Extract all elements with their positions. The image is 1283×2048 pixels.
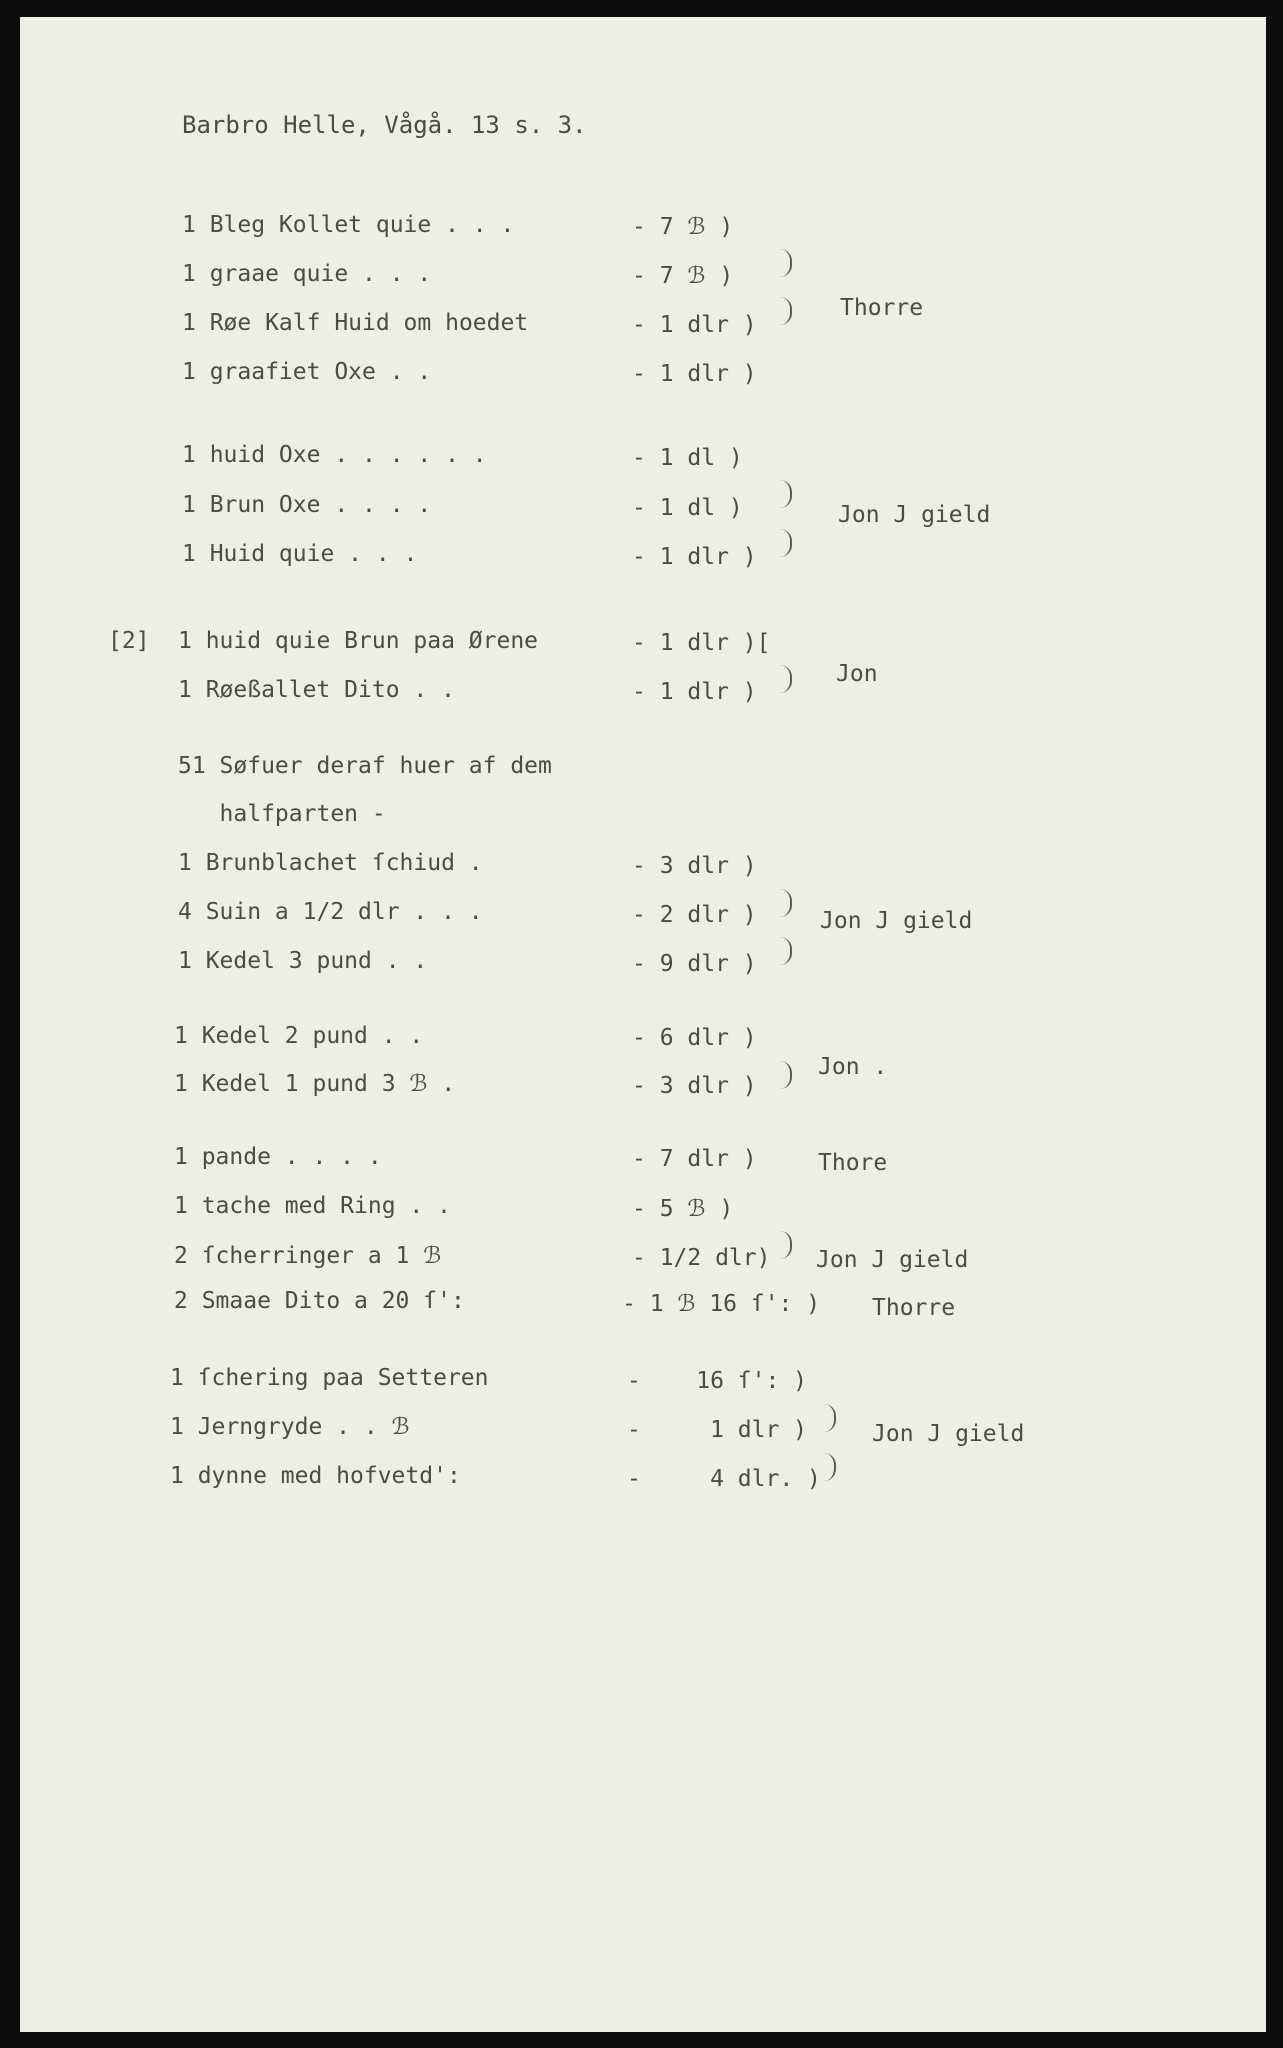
item-amount: - 1 dlr ) (632, 544, 757, 570)
item-description: halfparten - (178, 801, 386, 827)
item-amount: - 6 dlr ) (632, 1025, 757, 1051)
recipient-name: Thorre (840, 295, 924, 321)
item-description: 1 pande . . . . (174, 1144, 382, 1170)
recipient-name: Jon J gield (872, 1421, 1025, 1447)
item-amount: - 1 dl ) (632, 445, 743, 471)
item-description: 2 ſcherringer a 1 ℬ (174, 1243, 442, 1269)
item-description: 1 ſchering paa Setteren (170, 1365, 489, 1391)
document-page (20, 17, 1266, 2032)
bracket-connector (776, 665, 792, 693)
item-description: 1 Huid quie . . . (182, 541, 418, 567)
item-description: 2 Smaae Dito a 20 ſ': (174, 1288, 465, 1314)
item-amount: - 7 ℬ ) (632, 263, 734, 289)
item-description: 1 Kedel 1 pund 3 ℬ . (174, 1071, 456, 1097)
item-description: 1 Kedel 3 pund . . (178, 948, 428, 974)
recipient-name: Jon (836, 661, 878, 687)
item-description: 1 graafiet Oxe . . (182, 359, 432, 385)
recipient-name: Jon J gield (838, 502, 991, 528)
item-amount: - 7 ℬ ) (632, 214, 734, 240)
item-description: 1 Kedel 2 pund . . (174, 1023, 424, 1049)
item-amount: - 1 dlr ) (632, 312, 757, 338)
item-description: 1 huid quie Brun paa Ørene (178, 628, 539, 654)
bracket-connector (776, 1231, 792, 1259)
item-description: 1 dynne med hofvetd': (170, 1463, 461, 1489)
bracket-connector (776, 297, 792, 325)
recipient-name: Thore (818, 1150, 888, 1176)
item-amount: - 1 dl ) (632, 495, 743, 521)
item-amount: - 2 dlr ) (632, 902, 757, 928)
item-description: 1 Røeßallet Dito . . (178, 677, 455, 703)
item-amount: - 1 dlr ) (627, 1417, 808, 1443)
item-description: 1 graae quie . . . (182, 261, 432, 287)
item-description: 1 huid Oxe . . . . . . (182, 442, 487, 468)
recipient-name: Jon . (818, 1054, 888, 1080)
item-description: 1 Jerngryde . . ℬ (170, 1414, 410, 1440)
bracket-connector (776, 889, 792, 917)
item-amount: - 7 dlr ) (632, 1146, 757, 1172)
recipient-name: Jon J gield (820, 908, 973, 934)
item-description: 4 Suin a 1/2 dlr . . . (178, 899, 483, 925)
item-description: 51 Søfuer deraf huer af dem (178, 753, 552, 779)
item-amount: - 1 dlr ) (632, 361, 757, 387)
recipient-name: Thorre (872, 1295, 956, 1321)
bracket-connector (820, 1404, 836, 1432)
item-amount: - 5 ℬ ) (632, 1196, 734, 1222)
bracket-connector (776, 1061, 792, 1089)
item-description: 1 Brunblachet ſchiud . (178, 850, 483, 876)
item-amount: - 4 dlr. ) (627, 1466, 821, 1492)
bracket-connector (776, 249, 792, 277)
page-marker: [2] (108, 628, 150, 654)
bracket-connector (776, 480, 792, 508)
bracket-connector (776, 937, 792, 965)
item-description: 1 Røe Kalf Huid om hoedet (182, 310, 529, 336)
item-amount: - 1 dlr )[ (632, 630, 771, 656)
item-description: 1 Brun Oxe . . . . (182, 492, 432, 518)
document-title: Barbro Helle, Vågå. 13 s. 3. (182, 111, 587, 139)
item-description: 1 Bleg Kollet quie . . . (182, 212, 515, 238)
item-amount: - 1 dlr ) (632, 679, 757, 705)
item-amount: - 3 dlr ) (632, 1073, 757, 1099)
item-description: 1 tache med Ring . . (174, 1193, 451, 1219)
item-amount: - 1/2 dlr) (632, 1245, 771, 1271)
item-amount: - 9 dlr ) (632, 951, 757, 977)
bracket-connector (776, 529, 792, 557)
item-amount: - 1 ℬ 16 ſ': ) (622, 1291, 821, 1317)
item-amount: - 16 ſ': ) (627, 1368, 808, 1394)
recipient-name: Jon J gield (816, 1247, 969, 1273)
item-amount: - 3 dlr ) (632, 853, 757, 879)
bracket-connector (820, 1453, 836, 1481)
